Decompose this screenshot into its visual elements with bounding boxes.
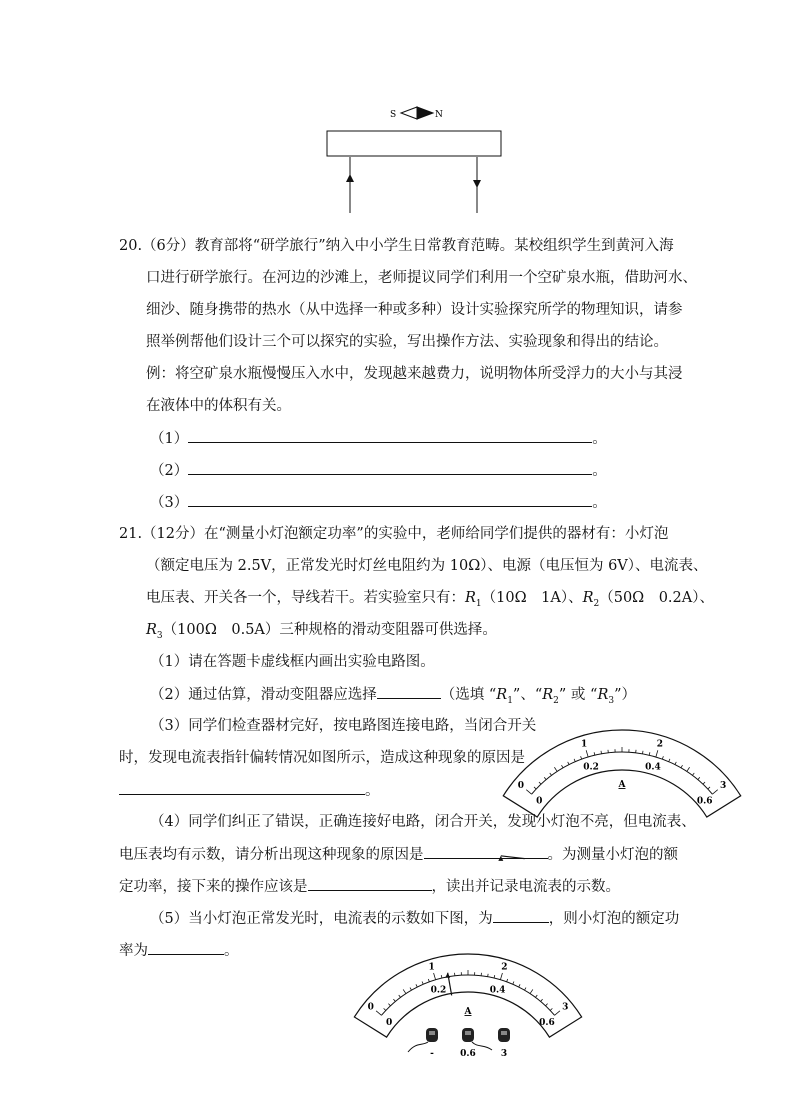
- terminal-label: 0.6: [460, 1049, 476, 1059]
- next-step-blank[interactable]: [308, 876, 432, 891]
- meter-unit-label: A: [464, 1007, 472, 1017]
- compass-needle-icon: [401, 107, 433, 119]
- meter-top-label: 0: [367, 1002, 374, 1013]
- r2-subscript: 2: [593, 598, 600, 609]
- q20-line-1: 20.（6分）教育部将“研学旅行”纳入中小学生日常教育范畴。某校组织学生到黄河入海: [119, 238, 674, 254]
- q21-part-5-text-c: 率为: [119, 943, 148, 959]
- meter-tick: [601, 751, 602, 754]
- meter-bottom-label: 0.2: [430, 985, 447, 996]
- meter-bottom-label: 0.4: [489, 985, 506, 996]
- meter-top-label: 2: [656, 739, 663, 750]
- r2-option-sub: 2: [553, 695, 559, 706]
- r2-option: R: [542, 687, 554, 703]
- hint-sep-1: ”、“: [512, 687, 543, 703]
- r1-symbol: R: [465, 590, 476, 606]
- q20-answer-2: [150, 460, 607, 481]
- meter-bottom-label: 0.6: [539, 1017, 555, 1028]
- q21-part-5-text-a: （5）当小灯泡正常发光时，电流表的示数如下图，为: [150, 911, 493, 927]
- answer-blank[interactable]: [188, 492, 592, 507]
- r3-symbol: R: [146, 622, 157, 638]
- meter-top-label: 0: [517, 781, 525, 792]
- r3-option: R: [597, 687, 609, 703]
- q21-line-3: [146, 588, 714, 614]
- meter-bottom-label: 0.4: [645, 762, 661, 773]
- down-arrow-icon: [473, 180, 481, 188]
- q21-part-4-line-2: [119, 844, 678, 865]
- answer-blank[interactable]: [188, 428, 592, 443]
- q20-answer-3: [150, 492, 607, 513]
- q21-line-1: 21.（12分）在“测量小灯泡额定功率”的实验中，老师给同学们提供的器材有：小灯泡: [119, 526, 669, 542]
- answer-end: 。: [592, 495, 607, 511]
- meter-tick: [642, 751, 643, 754]
- q21-part-4-line-3: [119, 876, 620, 897]
- magnet-circuit-figure: [320, 100, 510, 220]
- q21-part-5-line-1: [150, 908, 679, 929]
- answer-label: （2）: [150, 463, 189, 479]
- meter-top-label: 1: [581, 739, 588, 750]
- q21-line-3-text: 电压表、开关各一个，导线若干。若实验室只有：: [146, 590, 465, 606]
- terminal-highlight: [429, 1031, 435, 1035]
- r1-spec: （10Ω 1A）、: [481, 590, 583, 606]
- answer-end: 。: [592, 463, 607, 479]
- q21-part-4-text-b: 。为测量小灯泡的额: [547, 847, 678, 863]
- ammeter-figure-reading: [367, 942, 569, 1062]
- terminal-highlight: [465, 1031, 471, 1035]
- meter-unit-label: A: [618, 780, 626, 790]
- hint-sep-2: ” 或 “: [558, 687, 598, 703]
- rheostat-choice-blank[interactable]: [377, 684, 441, 699]
- r3-subscript: 3: [156, 630, 163, 641]
- meter-top-label: 3: [562, 1002, 569, 1013]
- q20-answer-1: [150, 428, 607, 449]
- q21-part-4-line-1: （4）同学们纠正了错误，正确连接好电路，闭合开关，发现小灯泡不亮，但电流表、: [150, 814, 696, 830]
- q21-part-5-line-2: [119, 940, 239, 961]
- compass-s-label: S: [390, 110, 397, 120]
- q21-part-3-line-1: （3）同学们检查器材完好，按电路图连接电路，当闭合开关: [150, 718, 537, 734]
- r2-symbol: R: [582, 590, 594, 606]
- q21-part-3-answer: [119, 780, 380, 801]
- r3-option-sub: 3: [608, 695, 615, 706]
- q21-part-2-text: （2）通过估算，滑动变阻器应选择: [150, 687, 377, 703]
- q20-line-3: 细沙、随身携带的热水（从中选择一种或多种）设计实验探究所学的物理知识，请参: [146, 302, 683, 318]
- up-arrow-icon: [346, 174, 354, 182]
- q21-part-3-line-2: 时，发现电流表指针偏转情况如图所示，造成这种现象的原因是: [119, 750, 525, 766]
- r3-spec: （100Ω 0.5A）三种规格的滑动变阻器可供选择。: [162, 622, 497, 638]
- q21-line-2: （额定电压为 2.5V，正常发光时灯丝电阻约为 10Ω）、电源（电压恒为 6V）、电流表、: [146, 558, 708, 574]
- current-reading-blank[interactable]: [493, 908, 549, 923]
- meter-bottom-label: 0.6: [696, 796, 713, 807]
- r2-spec: （50Ω 0.2A）、: [599, 590, 714, 606]
- terminal-label: -: [430, 1049, 434, 1059]
- r1-option-sub: 1: [507, 695, 513, 706]
- meter-top-label: 2: [501, 962, 508, 973]
- answer-label: （1）: [150, 431, 189, 447]
- meter-bottom-label: 0: [385, 1017, 393, 1028]
- q20-example-line-2: 在液体中的体积有关。: [146, 398, 291, 414]
- fault-reason-blank[interactable]: [424, 844, 548, 859]
- q21-line-4: [146, 620, 497, 646]
- q21-part-1: （1）请在答题卡虚线框内画出实验电路图。: [150, 654, 435, 670]
- pointer-reason-blank[interactable]: [119, 780, 365, 795]
- answer-blank[interactable]: [188, 460, 592, 475]
- q20-line-2: 口进行研学旅行。在河边的沙滩上，老师提议同学们利用一个空矿泉水瓶，借助河水、: [146, 270, 697, 286]
- meter-top-label: 3: [719, 781, 727, 792]
- q21-part-5-text-b: ，则小灯泡的额定功: [548, 911, 680, 927]
- q21-part-2-hint: （选填 “: [440, 687, 497, 703]
- q20-line-4: 照举例帮他们设计三个可以探究的实验，写出操作方法、实验现象和得出的结论。: [146, 334, 668, 350]
- meter-bottom-label: 0.2: [583, 762, 599, 773]
- r1-subscript: 1: [475, 598, 482, 609]
- answer-end: 。: [592, 431, 607, 447]
- solenoid-box: [327, 131, 501, 156]
- terminal-highlight: [501, 1031, 507, 1035]
- q21-part-3-end: 。: [365, 783, 380, 799]
- ammeter-figure-reversed: [517, 720, 727, 807]
- terminal-label: 3: [500, 1049, 508, 1059]
- hint-end: ”）: [614, 687, 637, 703]
- meter-top-label: 1: [428, 962, 435, 973]
- q21-part-4-text-a: 电压表均有示数，请分析出现这种现象的原因是: [119, 847, 424, 863]
- q21-part-4-text-c: 定功率，接下来的操作应该是: [119, 879, 308, 895]
- q21-part-5-end: 。: [224, 943, 239, 959]
- answer-label: （3）: [150, 495, 189, 511]
- compass-n-label: N: [435, 110, 443, 120]
- q20-example-line-1: 例：将空矿泉水瓶慢慢压入水中，发现越来越费力，说明物体所受浮力的大小与其浸: [146, 366, 683, 382]
- meter-tick: [488, 974, 489, 977]
- rated-power-blank[interactable]: [148, 940, 224, 955]
- meter-bottom-label: 0: [536, 796, 543, 807]
- q21-part-4-text-d: ，读出并记录电流表的示数。: [431, 879, 620, 895]
- q21-part-2: [150, 684, 636, 711]
- wire: [408, 1042, 428, 1052]
- r1-option: R: [496, 687, 508, 703]
